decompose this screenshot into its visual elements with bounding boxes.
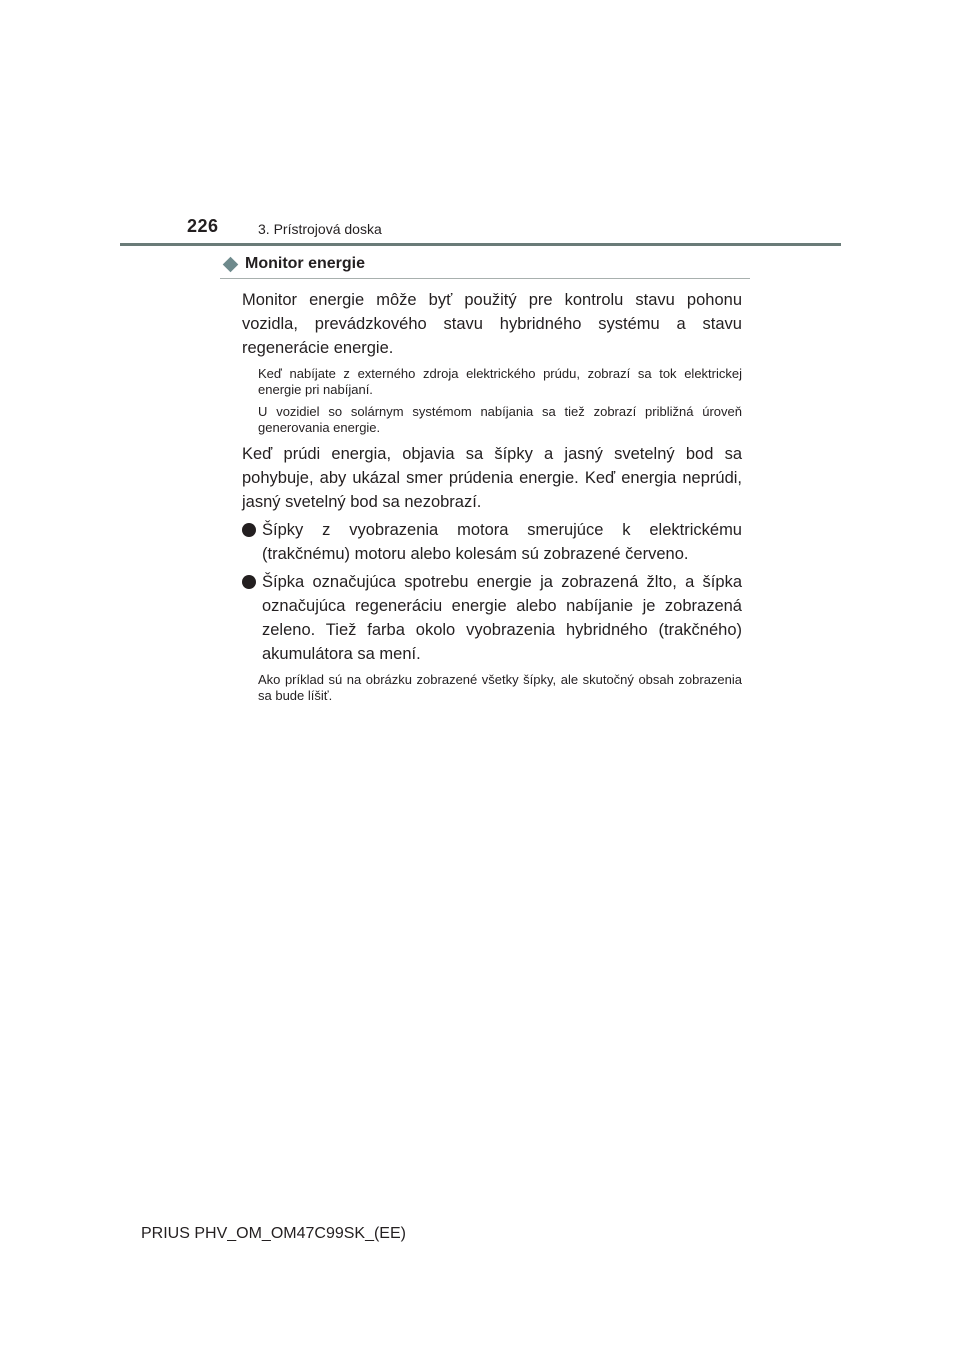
- flow-paragraph: Keď prúdi energia, objavia sa šípky a jasný svetelný bod sa pohybuje, aby ukázal smer prúdenia energie. Keď energia neprúdi, jasný svetelný bod sa nezobrazí.: [242, 445, 742, 511]
- note-example-display: Ako príklad sú na obrázku zobrazené všetky šípky, ale skutočný obsah zobrazenia sa bude líšiť.: [258, 672, 742, 703]
- note-solar-charging: U vozidiel so solárnym systémom nabíjania sa tiež zobrazí približná úroveň generovania energie.: [258, 404, 742, 435]
- list-item: [242, 570, 742, 666]
- bullet-icon: [242, 523, 256, 537]
- list-item: [242, 518, 742, 566]
- header-divider: [120, 243, 841, 246]
- note-external-charging: Keď nabíjate z externého zdroja elektrického prúdu, zobrazí sa tok elektrickej energie pri nabíjaní.: [258, 366, 742, 397]
- chapter-title: 3. Prístrojová doska: [258, 221, 382, 237]
- bullet-text: Šípka označujúca spotrebu energie ja zobrazená žlto, a šípka označujúca regeneráciu energie alebo nabíjanie je zobrazená zeleno. Tiež farba okolo vyobrazenia hybridného (trakčného) akumulátora sa mení.: [262, 573, 742, 663]
- section-title: Monitor energie: [245, 255, 366, 272]
- section-header: [220, 252, 750, 279]
- bullet-text: Šípky z vyobrazenia motora smerujúce k elektrickému (trakčnému) motoru alebo kolesám sú zobrazené červeno.: [262, 521, 742, 563]
- page-number: 226: [187, 216, 219, 236]
- diamond-icon: [223, 256, 239, 272]
- section-body: [242, 288, 742, 704]
- footer-doc-code: PRIUS PHV_OM_OM47C99SK_(EE): [141, 1225, 406, 1242]
- bullet-icon: [242, 575, 256, 589]
- intro-paragraph: Monitor energie môže byť použitý pre kontrolu stavu pohonu vozidla, prevádzkového stavu hybridného systému a stavu regenerácie energie.: [242, 291, 742, 357]
